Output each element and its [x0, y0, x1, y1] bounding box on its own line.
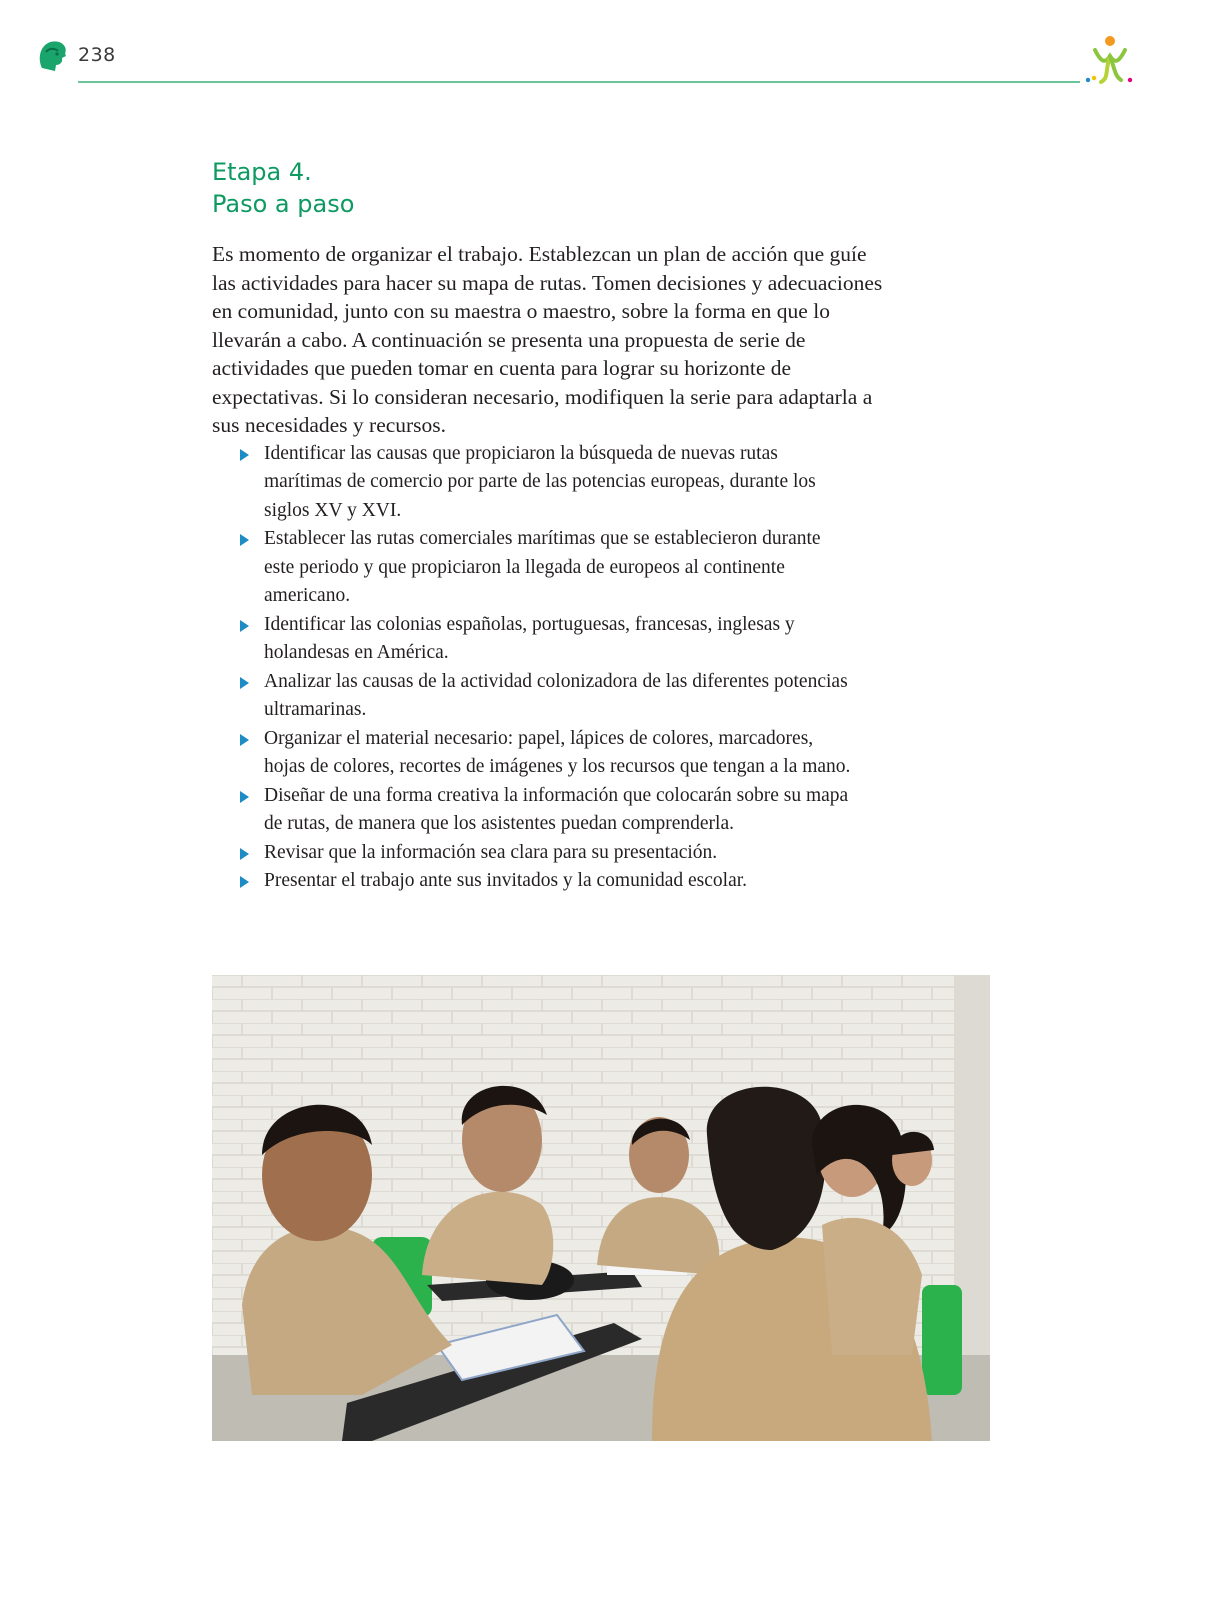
list-item-text: Analizar las causas de la actividad colonizadora de las diferentes potencias ultramarinas.: [264, 670, 848, 720]
section-title: Etapa 4.: [212, 158, 312, 186]
list-item: [212, 611, 852, 668]
triangle-bullet-icon: [240, 449, 249, 461]
list-item: [212, 725, 852, 782]
colorful-figure-emblem-icon: [1085, 34, 1135, 86]
main-content: [212, 156, 992, 896]
page-header: [0, 0, 1214, 100]
list-item: [212, 440, 852, 526]
triangle-bullet-icon: [240, 734, 249, 746]
list-item: [212, 782, 852, 839]
list-item-text: Identificar las causas que propiciaron la búsqueda de nuevas rutas marítimas de comercio por parte de las potencias europeas, durante los siglos XV y XVI.: [264, 442, 816, 521]
list-item-text: Revisar que la información sea clara para su presentación.: [264, 841, 718, 863]
list-item: [212, 867, 852, 896]
classroom-photo: [212, 975, 990, 1441]
triangle-bullet-icon: [240, 876, 249, 888]
list-item-text: Identificar las colonias españolas, portuguesas, francesas, inglesas y holandesas en América.: [264, 613, 795, 663]
steps-list: [212, 440, 852, 896]
list-item-text: Diseñar de una forma creativa la información que colocarán sobre su mapa de rutas, de manera que los asistentes puedan comprenderla.: [264, 784, 849, 834]
list-item-text: Organizar el material necesario: papel, lápices de colores, marcadores, hojas de colores, recortes de imágenes y los recursos que tengan a la mano.: [264, 727, 851, 777]
list-item-text: Establecer las rutas comerciales marítimas que se establecieron durante este periodo y que propiciaron la llegada de europeos al continente americano.: [264, 528, 821, 606]
list-item: [212, 525, 852, 611]
intro-paragraph: Es momento de organizar el trabajo. Establezcan un plan de acción que guíe las actividades para hacer su mapa de rutas. Tomen decisiones y adecuaciones en comunidad, junto con su maestra o maestro, sobre la forma en que lo llevarán a cabo. A continuación se presenta una propuesta de serie de actividades que pueden tomar en cuenta para lograr su horizonte de expectativas. Si lo consideran necesario, modifiquen la serie para adaptarla a sus necesidades y recursos.: [212, 242, 883, 437]
triangle-bullet-icon: [240, 534, 249, 546]
triangle-bullet-icon: [240, 620, 249, 632]
triangle-bullet-icon: [240, 791, 249, 803]
students-group-illustration: [212, 975, 990, 1441]
triangle-bullet-icon: [240, 848, 249, 860]
section-subtitle: Paso a paso: [212, 190, 355, 218]
header-rule: [78, 81, 1080, 83]
green-profile-head-icon: [36, 38, 68, 74]
list-item: [212, 839, 852, 868]
list-item: [212, 668, 852, 725]
triangle-bullet-icon: [240, 677, 249, 689]
page-number: 238: [78, 44, 116, 66]
list-item-text: Presentar el trabajo ante sus invitados y la comunidad escolar.: [264, 870, 748, 891]
